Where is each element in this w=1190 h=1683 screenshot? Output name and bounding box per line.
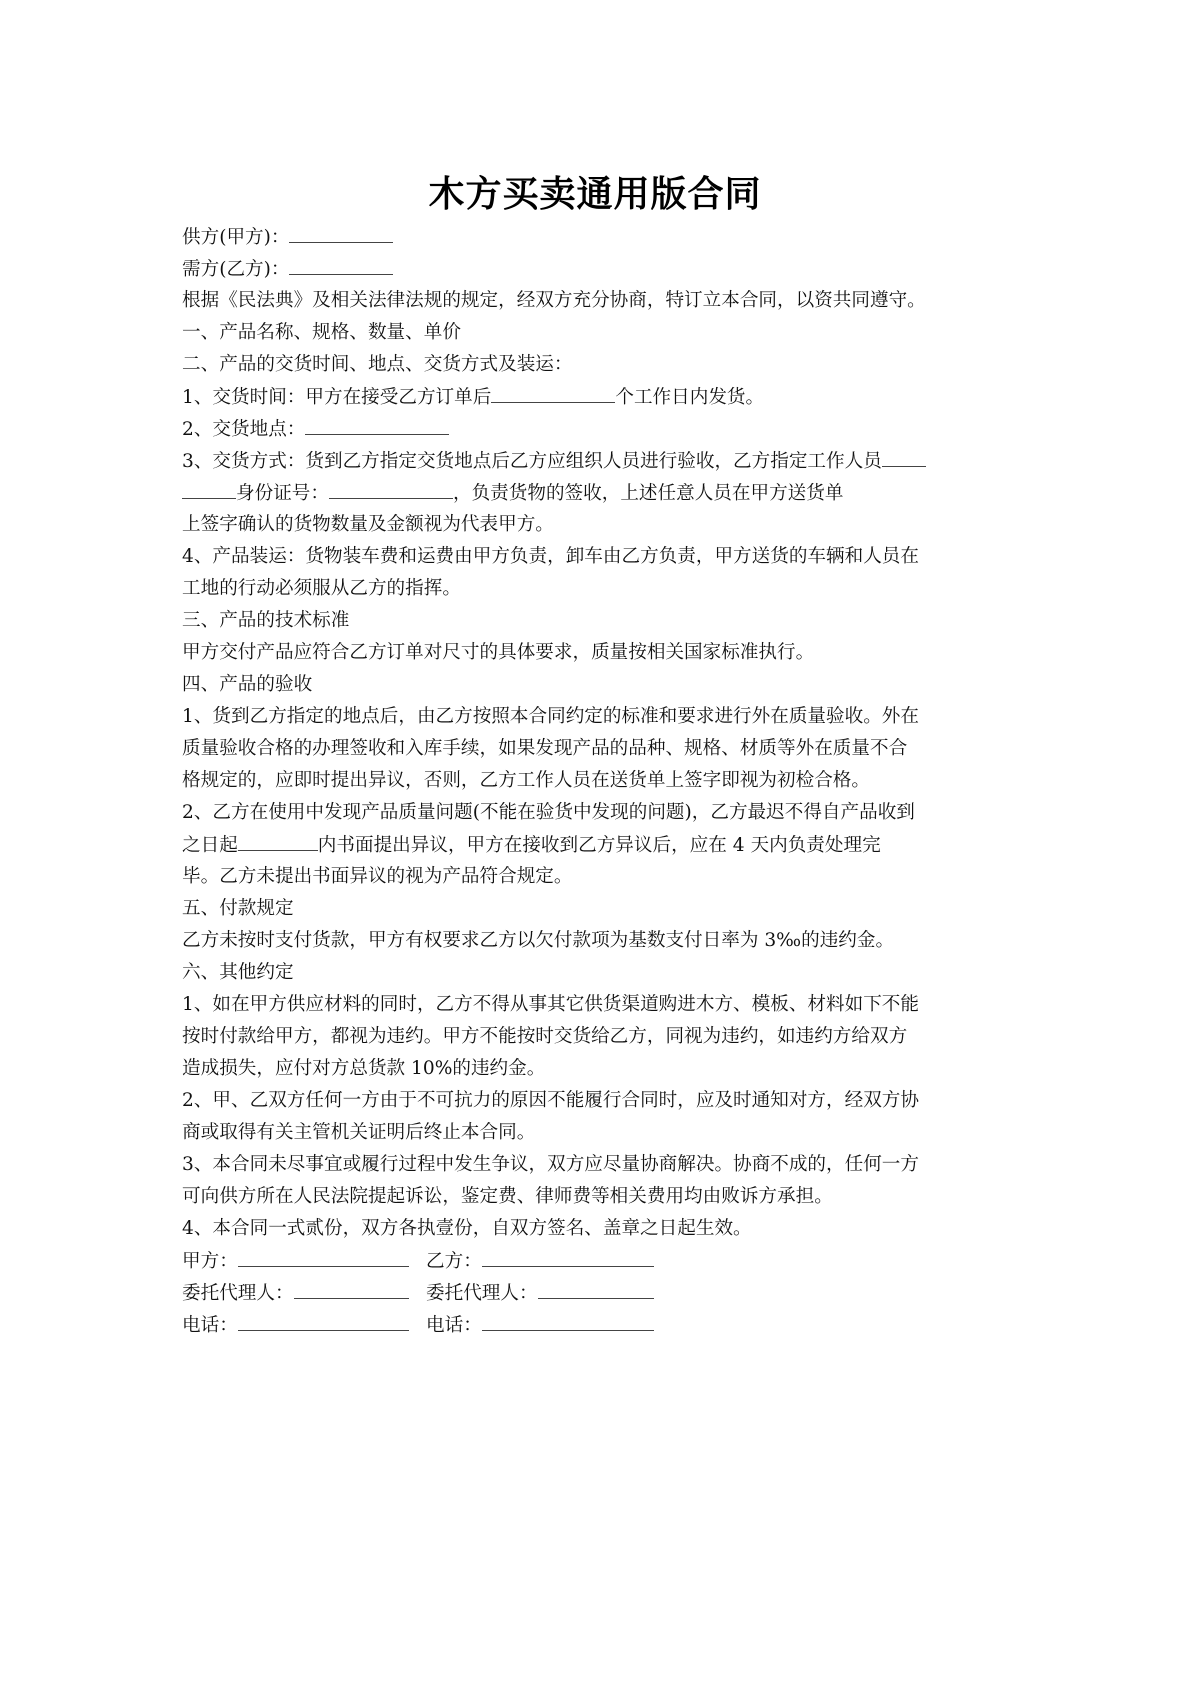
contract-line xyxy=(182,702,919,732)
signature-blank[interactable] xyxy=(294,1278,409,1299)
line-text: 三、产品的技术标准 xyxy=(182,610,350,631)
fill-in-blank[interactable] xyxy=(882,446,926,467)
contract-line xyxy=(182,574,461,604)
contract-line xyxy=(182,286,926,316)
line-text: ，负责货物的签收，上述任意人员在甲方送货单 xyxy=(452,483,844,504)
line-text: 可向供方所在人民法院提起诉讼，鉴定费、律师费等相关费用均由败诉方承担。 xyxy=(182,1186,833,1207)
signature-left xyxy=(182,1278,409,1308)
line-text: 质量验收合格的办理签收和入库手续，如果发现产品的品种、规格、材质等外在质量不合 xyxy=(182,738,908,759)
line-text: 4、本合同一式贰份，双方各执壹份，自双方签名、盖章之日起生效。 xyxy=(182,1218,752,1239)
signature-right xyxy=(426,1246,654,1276)
contract-line xyxy=(182,222,393,252)
contract-line xyxy=(182,734,907,764)
contract-line xyxy=(182,446,926,476)
line-text: 造成损失，应付对方总货款 10%的违约金。 xyxy=(182,1058,546,1079)
contract-line xyxy=(182,894,294,924)
contract-line xyxy=(182,670,312,700)
contract-line xyxy=(182,542,919,572)
contract-line xyxy=(182,830,881,860)
signature-left xyxy=(182,1246,409,1276)
contract-line xyxy=(182,510,554,540)
contract-line xyxy=(182,1182,833,1212)
line-text: 甲方交付产品应符合乙方订单对尺寸的具体要求，质量按相关国家标准执行。 xyxy=(182,642,815,663)
contract-line xyxy=(182,926,894,956)
line-text: 五、付款规定 xyxy=(182,898,294,919)
signature-label: 委托代理人： xyxy=(426,1283,538,1304)
signature-label: 委托代理人： xyxy=(182,1283,294,1304)
contract-line xyxy=(182,1118,535,1148)
line-text: 2、乙方在使用中发现产品质量问题(不能在验货中发现的问题)，乙方最迟不得自产品收到 xyxy=(182,802,915,823)
line-text: 之日起 xyxy=(182,835,238,856)
contract-line xyxy=(182,798,915,828)
line-text: 身份证号： xyxy=(236,483,329,504)
line-text: 3、交货方式：货到乙方指定交货地点后乙方应组织人员进行验收，乙方指定工作人员 xyxy=(182,451,882,472)
line-text: 按时付款给甲方，都视为违约。甲方不能按时交货给乙方，同视为违约，如违约方给双方 xyxy=(182,1026,908,1047)
signature-label: 甲方： xyxy=(182,1251,238,1272)
fill-in-blank[interactable] xyxy=(329,478,453,499)
line-text: 一、产品名称、规格、数量、单价 xyxy=(182,322,461,343)
contract-line xyxy=(182,414,449,444)
contract-line xyxy=(182,638,814,668)
contract-line xyxy=(182,1214,752,1244)
line-text: 1、交货时间：甲方在接受乙方订单后 xyxy=(182,387,492,408)
signature-left xyxy=(182,1310,409,1340)
signature-blank[interactable] xyxy=(482,1246,654,1267)
line-text: 根据《民法典》及相关法律法规的规定，经双方充分协商，特订立本合同，以资共同遵守。 xyxy=(182,290,926,311)
line-text: 2、甲、乙双方任何一方由于不可抗力的原因不能履行合同时，应及时通知对方，经双方协 xyxy=(182,1090,919,1111)
line-text: 2、交货地点： xyxy=(182,419,306,440)
line-text: 需方(乙方)： xyxy=(182,259,290,280)
line-text: 个工作日内发货。 xyxy=(615,387,765,408)
contract-line xyxy=(182,1054,545,1084)
signature-right xyxy=(426,1278,654,1308)
line-text: 供方(甲方)： xyxy=(182,227,290,248)
contract-line xyxy=(182,350,572,380)
line-text: 商或取得有关主管机关证明后终止本合同。 xyxy=(182,1122,536,1143)
contract-line xyxy=(182,606,349,636)
signature-blank[interactable] xyxy=(482,1310,654,1331)
contract-line xyxy=(182,1022,907,1052)
contract-line xyxy=(182,766,870,796)
line-text: 工地的行动必须服从乙方的指挥。 xyxy=(182,578,461,599)
signature-blank[interactable] xyxy=(538,1278,654,1299)
signature-label: 电话： xyxy=(426,1315,482,1336)
line-text: 二、产品的交货时间、地点、交货方式及装运： xyxy=(182,354,573,375)
line-text: 毕。乙方未提出书面异议的视为产品符合规定。 xyxy=(182,866,573,887)
line-text: 乙方未按时支付货款，甲方有权要求乙方以欠付款项为基数支付日率为 3‰的违约金。 xyxy=(182,930,895,951)
contract-line xyxy=(182,862,572,892)
fill-in-blank[interactable] xyxy=(305,414,449,435)
signature-blank[interactable] xyxy=(238,1310,409,1331)
line-text: 六、其他约定 xyxy=(182,962,294,983)
line-text: 3、本合同未尽事宜或履行过程中发生争议，双方应尽量协商解决。协商不成的，任何一方 xyxy=(182,1154,919,1175)
line-text: 格规定的，应即时提出异议，否则，乙方工作人员在送货单上签字即视为初检合格。 xyxy=(182,770,870,791)
contract-line xyxy=(182,990,919,1020)
contract-line xyxy=(182,382,764,412)
contract-line xyxy=(182,478,843,508)
fill-in-blank[interactable] xyxy=(491,382,615,403)
line-text: 上签字确认的货物数量及金额视为代表甲方。 xyxy=(182,514,554,535)
fill-in-blank[interactable] xyxy=(238,830,318,851)
fill-in-blank[interactable] xyxy=(289,254,393,275)
contract-line xyxy=(182,958,294,988)
signature-label: 电话： xyxy=(182,1315,238,1336)
signature-label: 乙方： xyxy=(426,1251,482,1272)
document-title: 木方买卖通用版合同 xyxy=(428,174,762,215)
signature-right xyxy=(426,1310,654,1340)
contract-line xyxy=(182,1150,919,1180)
fill-in-blank[interactable] xyxy=(289,222,393,243)
line-text: 4、产品装运：货物装车费和运费由甲方负责，卸车由乙方负责，甲方送货的车辆和人员在 xyxy=(182,546,919,567)
line-text: 内书面提出异议，甲方在接收到乙方异议后，应在 4 天内负责处理完 xyxy=(317,835,881,856)
line-text: 1、如在甲方供应材料的同时，乙方不得从事其它供货渠道购进木方、模板、材料如下不能 xyxy=(182,994,919,1015)
contract-line xyxy=(182,318,461,348)
contract-line xyxy=(182,1086,919,1116)
line-text: 四、产品的验收 xyxy=(182,674,313,695)
fill-in-blank[interactable] xyxy=(182,478,236,499)
signature-blank[interactable] xyxy=(238,1246,409,1267)
contract-line xyxy=(182,254,393,284)
line-text: 1、货到乙方指定的地点后，由乙方按照本合同约定的标准和要求进行外在质量验收。外在 xyxy=(182,706,919,727)
